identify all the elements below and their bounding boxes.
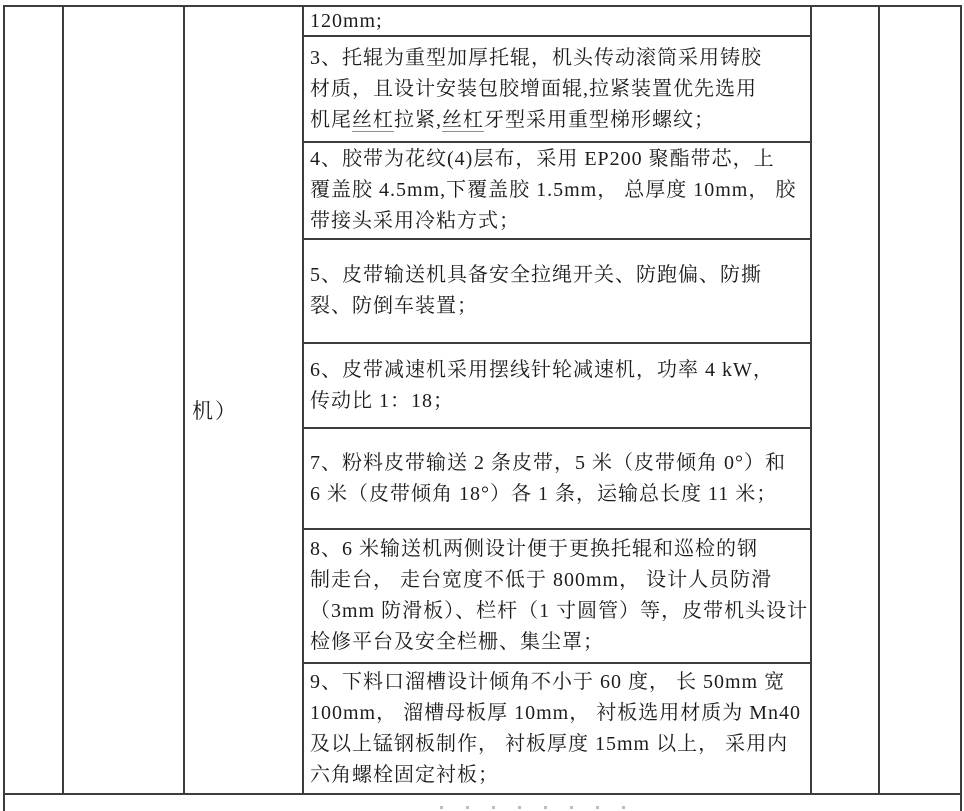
table-left-border xyxy=(3,5,5,811)
table-row-6 xyxy=(304,429,810,530)
table-column-border-4 xyxy=(810,5,812,795)
cell-text-line: 裂、防倒车装置； xyxy=(310,295,478,317)
cell-text-line: 8、6 米输送机两侧设计便于更换托辊和巡检的钢 xyxy=(310,538,758,560)
cell-text-line: 检修平台及安全栏栅、集尘罩； xyxy=(310,631,604,653)
table-row-bottom-border xyxy=(3,793,962,795)
table-row-2 xyxy=(304,37,810,143)
spec-column xyxy=(304,7,810,793)
cell-text-line: 覆盖胶 4.5mm,下覆盖胶 1.5mm， 总厚度 10mm， 胶 xyxy=(310,179,797,201)
cell-text-line: 3、托辊为重型加厚托辊，机头传动滚筒采用铸胶 xyxy=(310,46,762,69)
cell-text-line: 6 米（皮带倾角 18°）各 1 条，运输总长度 11 米； xyxy=(310,482,778,505)
cell-text-line: 及以上锰钢板制作， 衬板厚度 15mm 以上， 采用内 xyxy=(310,732,789,755)
cell-text-line: 带接头采用冷粘方式； xyxy=(310,210,520,232)
table-column-border-5 xyxy=(878,5,880,795)
table-row-8 xyxy=(304,664,810,793)
table-right-border xyxy=(960,5,962,811)
clipped-next-row-text xyxy=(440,806,628,809)
cell-text-line: 100mm， 溜槽母板厚 10mm， 衬板选用材质为 Mn40 xyxy=(310,701,802,724)
table-row-5 xyxy=(304,344,810,429)
cell-text-line: 120mm; xyxy=(310,9,383,32)
cell-text-line: 6、皮带减速机采用摆线针轮减速机，功率 4 kW， xyxy=(310,358,774,381)
merged-cell-continuation-text: 机） xyxy=(192,399,238,423)
table-row-4 xyxy=(304,240,810,344)
cell-text-line: 7、粉料皮带输送 2 条皮带，5 米（皮带倾角 0°）和 xyxy=(310,451,786,474)
cell-text-line: 9、下料口溜槽设计倾角不小于 60 度， 长 50mm 宽 xyxy=(310,670,786,693)
underlined-term: 丝杠 xyxy=(352,108,394,131)
table-row-1 xyxy=(304,7,810,37)
underlined-term: 丝杠 xyxy=(442,108,484,131)
cell-text-line: 制走台， 走台宽度不低于 800mm， 设计人员防滑 xyxy=(310,569,773,591)
table-row-7 xyxy=(304,530,810,664)
cell-text-line: 5、皮带输送机具备安全拉绳开关、防跑偏、防撕 xyxy=(310,264,762,286)
table-column-border-1 xyxy=(62,5,64,795)
cell-text-line: 机尾丝杠拉紧,丝杠牙型采用重型梯形螺纹； xyxy=(310,108,715,131)
cell-text-line: （3mm 防滑板）、栏杆（1 寸圆管）等，皮带机头设计 xyxy=(310,600,809,622)
cell-text-line: 六角螺栓固定衬板； xyxy=(310,763,499,786)
table-column-border-2 xyxy=(183,5,185,795)
cell-text-line: 传动比 1：18； xyxy=(310,389,454,412)
cell-text-line: 材质，且设计安装包胶增面辊,拉紧装置优先选用 xyxy=(310,77,757,100)
cell-text-line: 4、胶带为花纹(4)层布，采用 EP200 聚酯带芯，上 xyxy=(310,148,775,170)
table-row-3 xyxy=(304,143,810,240)
